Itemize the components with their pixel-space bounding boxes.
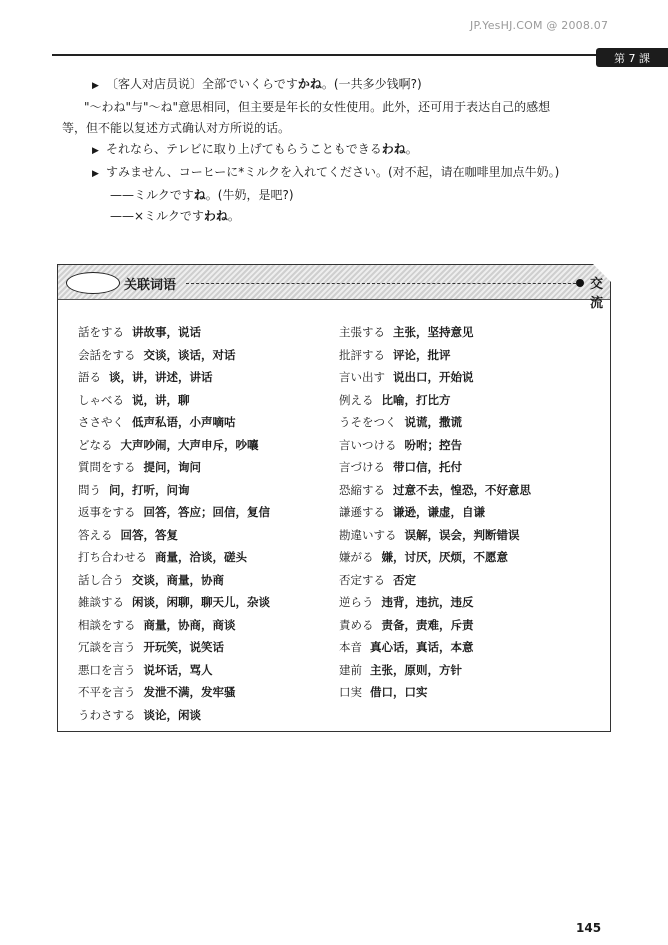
vocabulary-meaning: 主张，坚持意见: [393, 325, 474, 339]
vocabulary-meaning: 发泄不满，发牢骚: [143, 685, 236, 699]
emphasis: かね: [297, 77, 322, 91]
para-line-1: "～わね"与"～ね"意思相同，但主要是年长的女性使用。此外，还可用于表达自己的感想: [84, 100, 551, 114]
vocabulary-word: 言づける: [339, 460, 385, 474]
vocabulary-meaning: 提问，询问: [143, 460, 201, 474]
vocabulary-meaning: 真心话，真话，本意: [370, 640, 474, 654]
header-rule: [52, 54, 612, 56]
vocabulary-meaning: 评论，批评: [393, 347, 451, 362]
vocabulary-meaning: 闲谈，闲聊，聊天儿，杂谈: [132, 595, 270, 609]
vocabulary-entry: [339, 614, 609, 637]
example-line-6: [62, 206, 608, 227]
vocabulary-meaning: 回答，答应；回信，复信: [143, 505, 270, 519]
vocabulary-column-left: [78, 321, 348, 726]
vocabulary-entry: [78, 344, 348, 367]
vocabulary-meaning: 交谈，谈话，对话: [143, 347, 236, 362]
vocabulary-word: 恐縮する: [339, 482, 385, 497]
vocabulary-meaning: 带口信，托付: [393, 460, 462, 474]
vocabulary-meaning: 商量，协商，商谈: [143, 617, 236, 632]
vocabulary-meaning: 开玩笑，说笑话: [143, 640, 224, 654]
vocabulary-entry: [339, 434, 609, 457]
vocabulary-word: 勘違いする: [339, 527, 397, 542]
triangle-bullet-icon: ▶: [92, 169, 99, 179]
vocabulary-word: 言いつける: [339, 437, 397, 452]
vocabulary-meaning: 责备，责难，斥责: [381, 617, 474, 632]
vocabulary-entry: [339, 389, 609, 412]
vocabulary-word: どなる: [78, 437, 113, 452]
vocabulary-word: 責める: [339, 617, 374, 632]
vocabulary-entry: [339, 524, 609, 547]
vocabulary-word: 話をする: [78, 325, 124, 339]
vocabulary-meaning: 问，打听，问询: [109, 482, 190, 497]
vocabulary-word: 雑談する: [78, 595, 124, 609]
text: それなら、テレビに取り上げてもらうこともできる: [106, 142, 382, 156]
example-line-3: [62, 139, 608, 162]
vocabulary-entry: [78, 704, 348, 727]
vocabulary-entry: [78, 456, 348, 479]
vocabulary-word: 本音: [339, 640, 362, 654]
vocabulary-word: 冗談を言う: [78, 640, 136, 654]
vocabulary-word: 質問をする: [78, 460, 136, 474]
text: 。(一共多少钱啊?): [321, 77, 422, 91]
vocabulary-word: 嫌がる: [339, 550, 374, 564]
vocabulary-meaning: 大声吵闹，大声申斥，吵嚷: [120, 437, 259, 452]
vocabulary-entry: [339, 411, 609, 434]
vocabulary-meaning: 商量，洽谈，磋头: [155, 550, 247, 564]
vocabulary-entry: [78, 659, 348, 682]
emphasis: ね: [193, 188, 206, 202]
vocabulary-meaning: 比喻，打比方: [381, 392, 451, 407]
vocabulary-box: [57, 264, 611, 732]
vocabulary-entry: [78, 591, 348, 614]
vocabulary-word: 口実: [339, 685, 362, 699]
speech-bubble-icon: [66, 272, 120, 294]
vocabulary-word: 主張する: [339, 325, 385, 339]
vocabulary-entry: [339, 569, 609, 592]
vocabulary-meaning: 谦逊，谦虚，自谦: [393, 505, 485, 519]
text: ——ミルクです: [110, 188, 194, 202]
vocabulary-meaning: 说，讲，聊: [132, 392, 190, 407]
vocabulary-word: しゃべる: [78, 392, 124, 407]
vocabulary-meaning: 借口，口实: [370, 685, 428, 699]
example-line-4: [62, 162, 608, 185]
vocabulary-meaning: 回答，答复: [120, 527, 178, 542]
vocabulary-entry: [78, 479, 348, 502]
vocabulary-word: うわさする: [78, 707, 136, 722]
vocabulary-tag: 交流: [590, 277, 604, 311]
vocabulary-title: 关联词语: [124, 278, 177, 293]
vocabulary-column-right: [339, 321, 609, 704]
vocabulary-word: 謙遜する: [339, 505, 385, 519]
vocabulary-meaning: 过意不去，惶恐，不好意思: [393, 482, 531, 497]
vocabulary-meaning: 误解，误会，判断错误: [404, 527, 520, 542]
vocabulary-entry: [78, 434, 348, 457]
vocabulary-word: ささやく: [78, 415, 124, 429]
vocabulary-meaning: 说出口，开始说: [393, 370, 474, 384]
triangle-bullet-icon: ▶: [92, 146, 99, 156]
vocabulary-word: 会話をする: [78, 347, 136, 362]
dot-icon: [576, 279, 584, 287]
text: 〔客人对店员说〕全部でいくらです: [106, 77, 298, 91]
vocabulary-entry: [78, 411, 348, 434]
vocabulary-meaning: 谈论，闲谈: [143, 707, 201, 722]
text: ——×ミルクです: [110, 209, 204, 223]
vocabulary-entry: [339, 659, 609, 682]
vocabulary-meaning: 说坏话，骂人: [143, 662, 213, 677]
vocabulary-entry: [78, 366, 348, 389]
page-number: 145: [576, 921, 602, 935]
vocabulary-word: 問う: [78, 482, 101, 497]
emphasis: わね: [381, 142, 406, 156]
emphasis: わね: [203, 209, 228, 223]
vocabulary-meaning: 嫌，讨厌，厌烦，不愿意: [381, 550, 508, 564]
explanation-paragraph: [62, 97, 608, 139]
vocabulary-word: 打ち合わせる: [78, 550, 147, 564]
vocabulary-word: うそをつく: [339, 415, 397, 429]
vocabulary-meaning: 违背，违抗，违反: [381, 595, 474, 609]
vocabulary-word: 不平を言う: [78, 685, 136, 699]
vocabulary-meaning: 讲故事，说话: [132, 325, 201, 339]
vocabulary-meaning: 交谈，商量，协商: [132, 572, 224, 587]
vocabulary-meaning: 低声私语，小声嘀咕: [132, 415, 236, 429]
watermark: JP.YesHJ.COM @ 2008.07: [470, 19, 609, 32]
vocabulary-meaning: 否定: [393, 572, 416, 587]
vocabulary-entry: [339, 681, 609, 704]
vocabulary-entry: [339, 456, 609, 479]
vocabulary-word: 例える: [339, 392, 374, 407]
text: すみません、コーヒーに*ミルクを入れてください。(对不起，请在咖啡里加点牛奶。): [106, 165, 560, 179]
text: 。: [405, 142, 418, 156]
vocabulary-word: 否定する: [339, 572, 385, 587]
vocabulary-meaning: 吩咐；控告: [404, 437, 462, 452]
vocabulary-meaning: 谈，讲，讲述，讲话: [109, 370, 213, 384]
vocabulary-entry: [78, 614, 348, 637]
text: 。(牛奶，是吧?): [205, 188, 294, 202]
vocabulary-entry: [78, 546, 348, 569]
vocabulary-word: 話し合う: [78, 572, 124, 587]
body-text: [62, 74, 608, 227]
vocabulary-meaning: 说谎，撒谎: [404, 415, 462, 429]
example-line-1: [62, 74, 608, 97]
vocabulary-entry: [339, 501, 609, 524]
vocabulary-entry: [78, 501, 348, 524]
vocabulary-entry: [78, 681, 348, 704]
text: 。: [227, 209, 240, 223]
vocabulary-entry: [339, 344, 609, 367]
vocabulary-word: 批評する: [339, 347, 385, 362]
vocabulary-entry: [339, 546, 609, 569]
vocabulary-entry: [78, 569, 348, 592]
vocabulary-word: 言い出す: [339, 370, 385, 384]
para-line-2: 等，但不能以复述方式确认对方所说的话。: [62, 121, 291, 135]
vocabulary-word: 返事をする: [78, 505, 136, 519]
header-dash-line: [186, 283, 576, 284]
vocabulary-entry: [78, 636, 348, 659]
vocabulary-meaning: 主张，原则，方针: [370, 662, 462, 677]
triangle-bullet-icon: ▶: [92, 81, 99, 91]
vocabulary-word: 語る: [78, 370, 101, 384]
vocabulary-header: [58, 265, 610, 311]
vocabulary-word: 悪口を言う: [78, 662, 136, 677]
vocabulary-word: 答える: [78, 527, 113, 542]
vocabulary-entry: [78, 524, 348, 547]
vocabulary-entry: [78, 321, 348, 344]
vocabulary-entry: [339, 591, 609, 614]
vocabulary-word: 逆らう: [339, 595, 374, 609]
vocabulary-entry: [339, 479, 609, 502]
vocabulary-word: 相談をする: [78, 617, 136, 632]
example-line-5: [62, 185, 608, 206]
vocabulary-entry: [339, 636, 609, 659]
vocabulary-entry: [78, 389, 348, 412]
vocabulary-entry: [339, 321, 609, 344]
vocabulary-entry: [339, 366, 609, 389]
lesson-tab: 第 7 課: [596, 48, 668, 67]
vocabulary-word: 建前: [339, 662, 362, 677]
page-fold-corner: [593, 264, 611, 282]
